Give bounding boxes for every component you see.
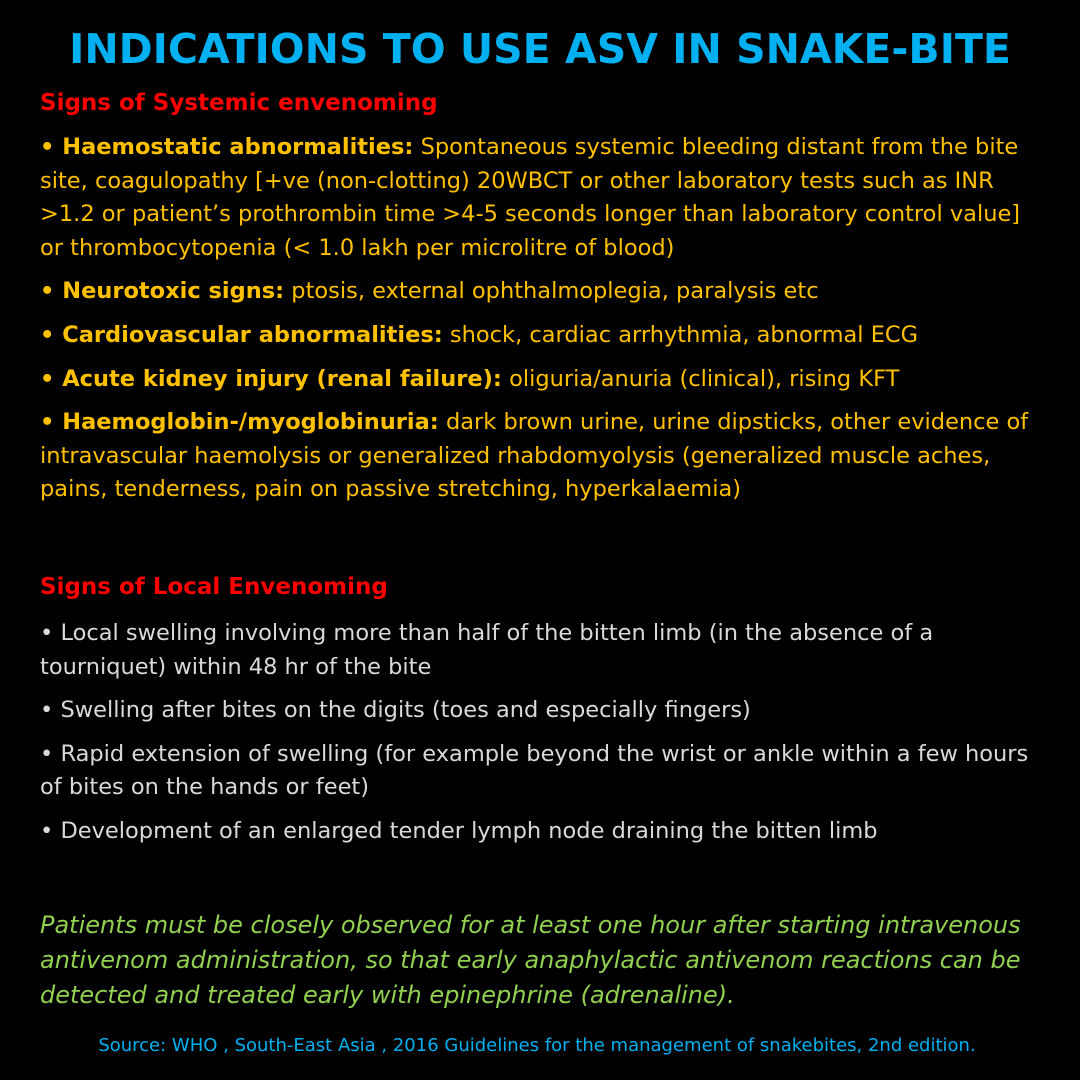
desc-haemostatic: Spontaneous systemic bleeding distant from the bite site, coagulopathy [+ve (non-clotting) 20WBCT or other laboratory tests such as INR >1.2 or patient’s prothrombin time >4-5 seconds longer than laboratory control value] or thrombocytopenia (< 1.0 lakh per microlitre of blood) <box>40 134 1021 261</box>
bullet: • <box>40 740 54 767</box>
desc-haemoglobinuria: dark brown urine, urine dipsticks, other evidence of intravascular haemolysis or generalized rhabdomyolysis (generalized muscle aches, pains, tenderness, pain on passive stretching, hyperkalaemia) <box>40 409 1029 503</box>
local-item <box>40 738 1040 805</box>
term-cardiovascular: Cardiovascular abnormalities: <box>62 321 443 348</box>
bullet: • <box>40 365 55 392</box>
systemic-item-haemostatic <box>40 131 1050 265</box>
systemic-heading: Signs of Systemic envenoming <box>40 90 438 116</box>
bullet: • <box>40 817 54 844</box>
desc-cardiovascular: shock, cardiac arrhythmia, abnormal ECG <box>449 321 919 348</box>
local-list <box>40 617 1040 859</box>
bullet: • <box>40 409 55 436</box>
term-haemoglobinuria: Haemoglobin-/myoglobinuria: <box>62 409 439 436</box>
systemic-item-kidney <box>40 363 1050 397</box>
desc-neurotoxic: ptosis, external ophthalmoplegia, paralysis etc <box>291 278 819 305</box>
page-title: INDICATIONS TO USE ASV IN SNAKE-BITE <box>69 25 1011 73</box>
bullet: • <box>40 321 55 348</box>
local-item-text: Local swelling involving more than half of the bitten limb (in the absence of a tourniquet) within 48 hr of the bite <box>40 620 934 680</box>
local-item <box>40 617 1040 684</box>
local-item-text: Development of an enlarged tender lymph node draining the bitten limb <box>60 817 878 844</box>
systemic-item-neurotoxic <box>40 275 1050 309</box>
term-neurotoxic: Neurotoxic signs: <box>62 278 285 305</box>
bullet: • <box>40 620 54 646</box>
source-citation: Source: WHO , South-East Asia , 2016 Guidelines for the management of snakebites, 2nd edition. <box>98 1035 976 1056</box>
term-kidney: Acute kidney injury (renal failure): <box>62 365 502 392</box>
bullet: • <box>40 278 55 305</box>
local-item <box>40 815 1040 849</box>
systemic-list <box>40 131 1050 517</box>
local-item <box>40 694 1040 728</box>
term-haemostatic: Haemostatic abnormalities: <box>62 134 414 160</box>
observation-note: Patients must be closely observed for at least one hour after starting intravenous antivenom administration, so that early anaphylactic antivenom reactions can be detected and treated early with epinephrine (adrenaline). <box>40 911 1021 1009</box>
local-item-text: Swelling after bites on the digits (toes and especially fingers) <box>60 697 751 724</box>
local-heading: Signs of Local Envenoming <box>40 574 388 600</box>
bullet: • <box>40 697 54 724</box>
systemic-item-cardiovascular <box>40 319 1050 353</box>
bullet: • <box>40 134 55 160</box>
systemic-item-haemoglobinuria <box>40 406 1050 507</box>
local-item-text: Rapid extension of swelling (for example beyond the wrist or ankle within a few hours of bites on the hands or feet) <box>40 740 1029 801</box>
desc-kidney: oliguria/anuria (clinical), rising KFT <box>509 365 900 392</box>
